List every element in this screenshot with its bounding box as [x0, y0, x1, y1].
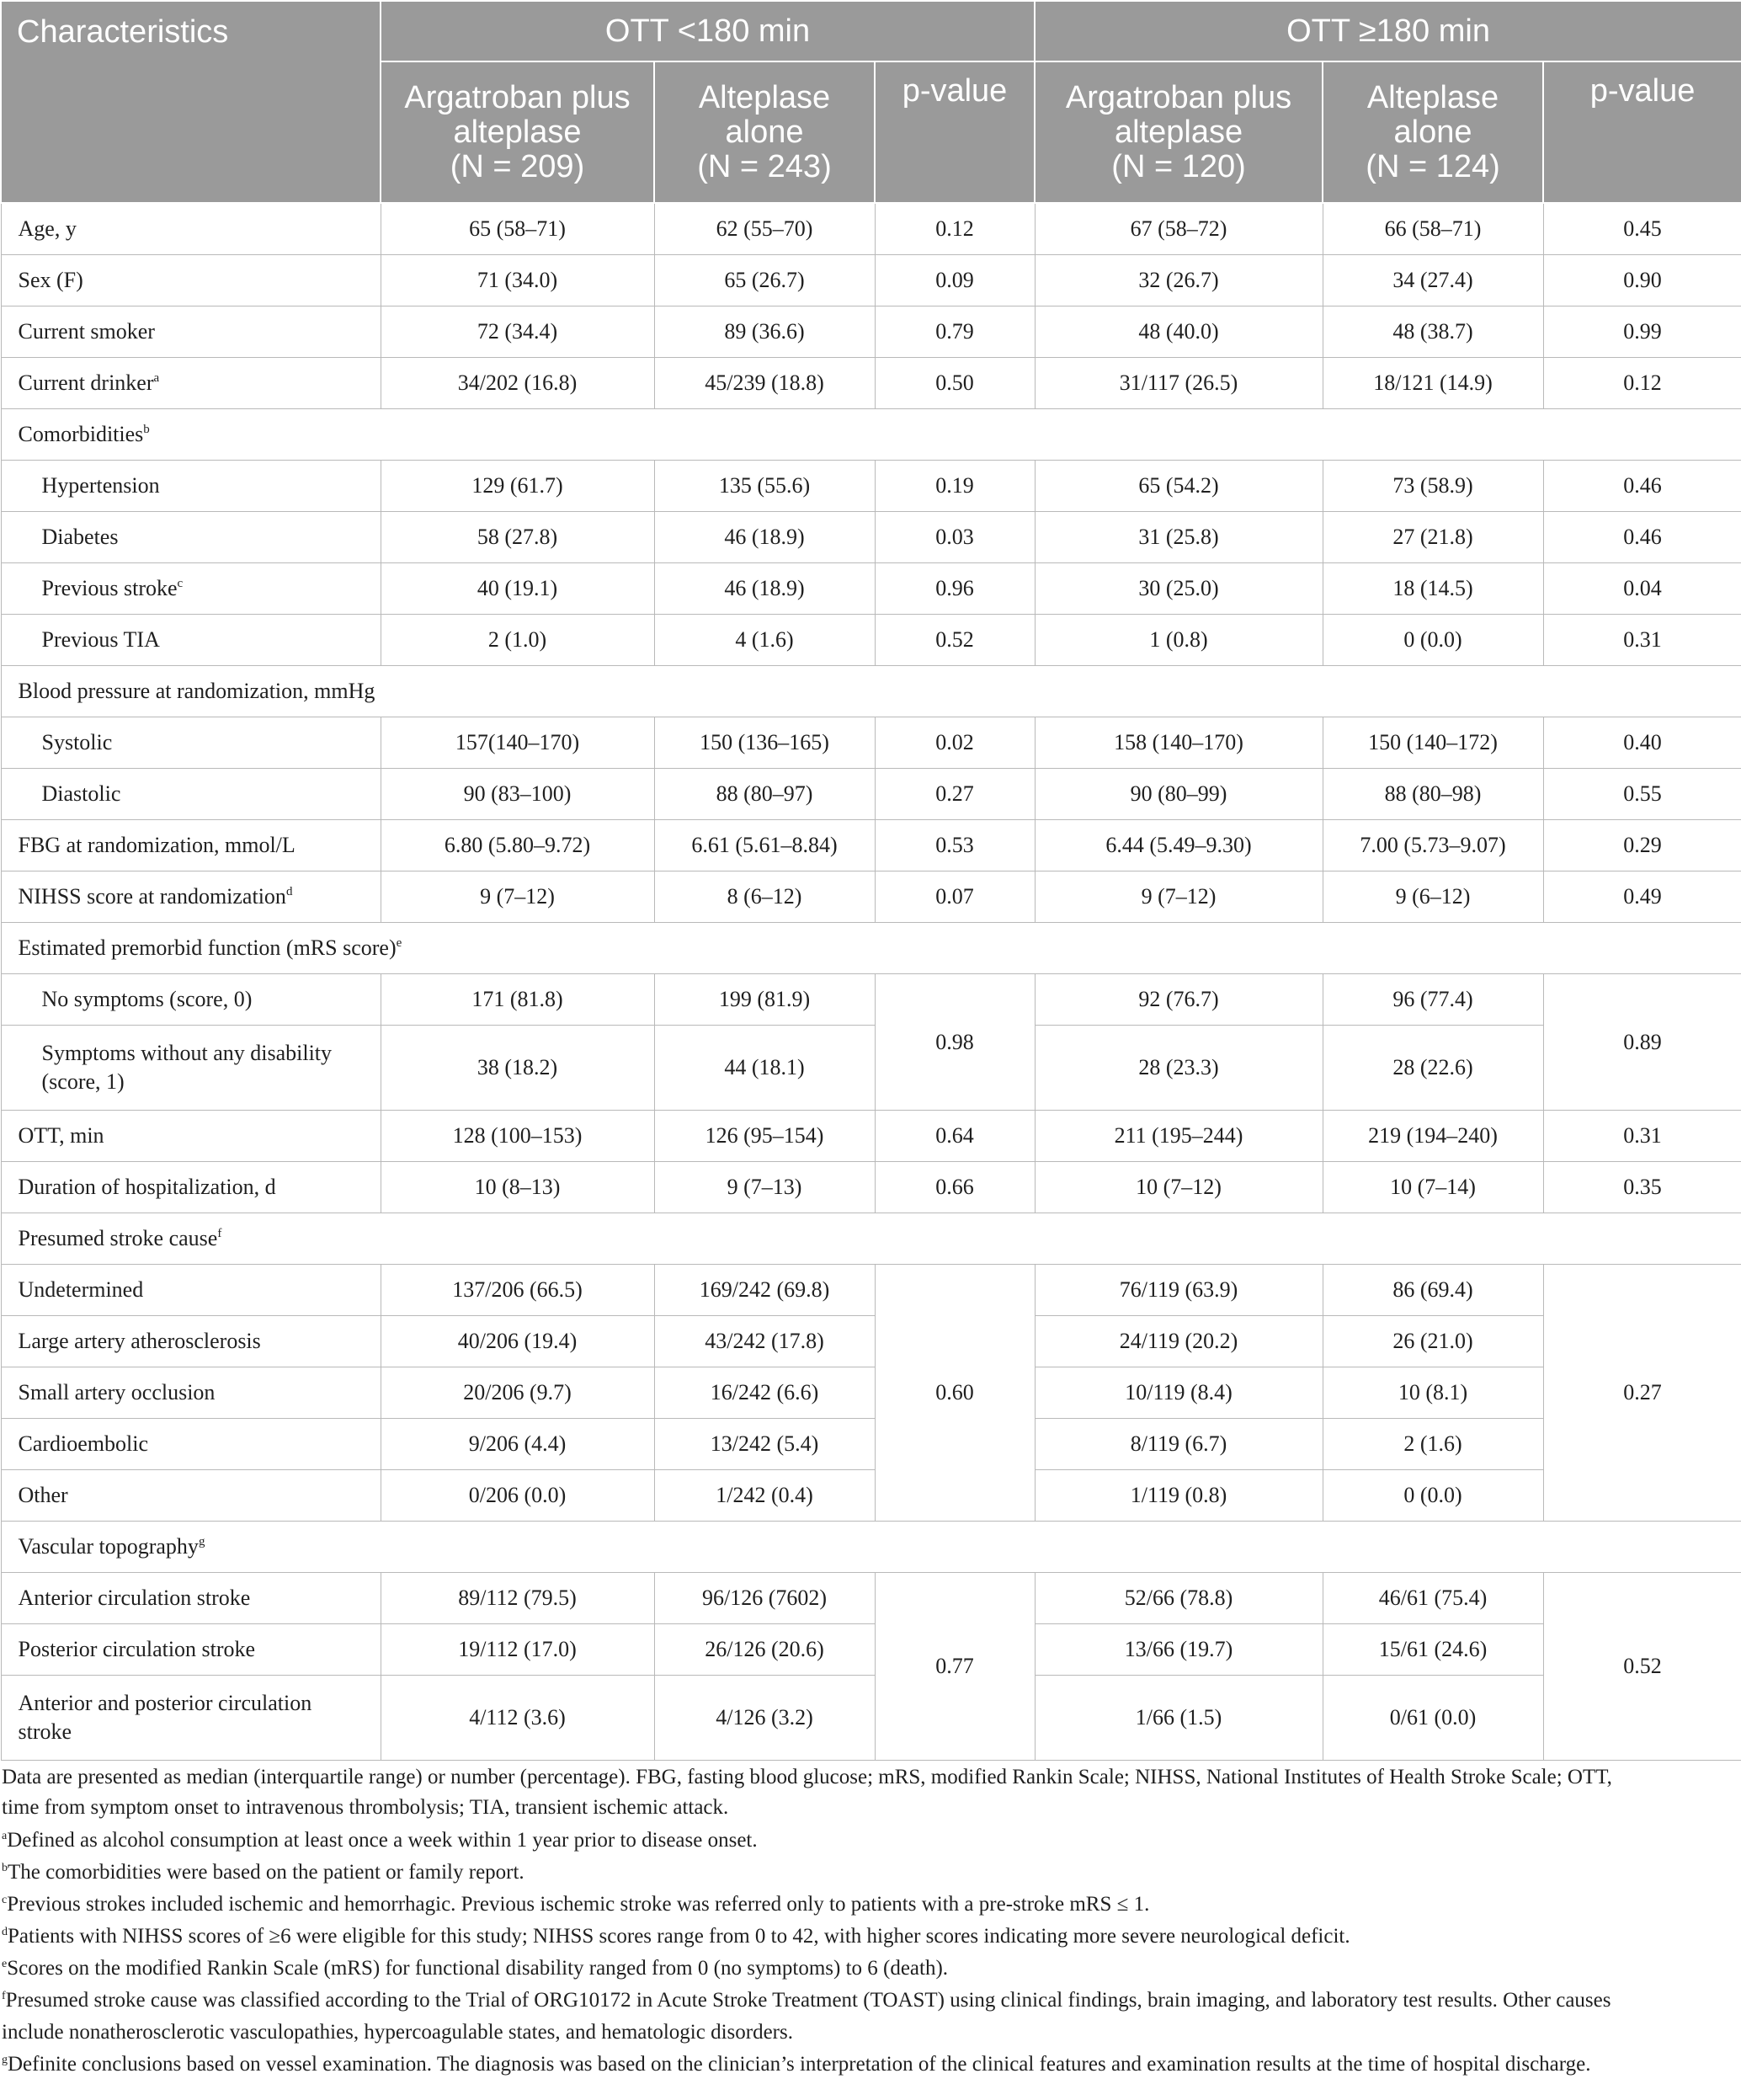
cell: 1/242 (0.4) — [654, 1470, 875, 1522]
cell: 46 (18.9) — [654, 512, 875, 563]
row-label: Age, y — [1, 203, 381, 255]
table-row — [1, 1162, 1741, 1213]
table-row — [1, 1316, 1741, 1367]
cell: 1/66 (1.5) — [1035, 1676, 1323, 1761]
cell: 10/119 (8.4) — [1035, 1367, 1323, 1419]
cell: 0.49 — [1543, 871, 1741, 923]
cell: 8/119 (6.7) — [1035, 1419, 1323, 1470]
row-label: NIHSS score at randomization$^d$ — [1, 871, 381, 923]
row-label: Posterior circulation stroke — [1, 1624, 381, 1676]
footnote-g: $^g$Definite conclusions based on vessel examination. The diagnosis was based on the clinician’s interpretation of the clinical features and examination results at the time of hospital discharge. — [2, 2053, 1591, 2076]
row-label: FBG at randomization, mmol/L — [1, 820, 381, 871]
row-label: Anterior circulation stroke — [1, 1573, 381, 1624]
table-row — [1, 203, 1741, 255]
cell: 9 (7–12) — [381, 871, 654, 923]
cell: 38 (18.2) — [381, 1026, 654, 1111]
table-row — [1, 1026, 1741, 1111]
table-footnotes — [0, 1762, 1734, 2081]
cell: 219 (194–240) — [1323, 1111, 1543, 1162]
cell: 46/61 (75.4) — [1323, 1573, 1543, 1624]
table-row — [1, 1265, 1741, 1316]
cell: 18 (14.5) — [1323, 563, 1543, 615]
cell: 0.53 — [875, 820, 1035, 871]
row-label: Current drinker$^a$ — [1, 358, 381, 409]
cell: 15/61 (24.6) — [1323, 1624, 1543, 1676]
row-label: Large artery atherosclerosis — [1, 1316, 381, 1367]
cell: 6.61 (5.61–8.84) — [654, 820, 875, 871]
cell-merged-pvalue: 0.89 — [1543, 974, 1741, 1111]
cell: 9 (7–13) — [654, 1162, 875, 1213]
cell: 0.40 — [1543, 717, 1741, 769]
cell: 0.12 — [875, 203, 1035, 255]
row-label: Current smoker — [1, 306, 381, 358]
cell: 0.19 — [875, 461, 1035, 512]
cell: 43/242 (17.8) — [654, 1316, 875, 1367]
cell: 0.55 — [1543, 769, 1741, 820]
cell: 26 (21.0) — [1323, 1316, 1543, 1367]
footnote-d: $^d$Patients with NIHSS scores of ≥6 were eligible for this study; NIHSS scores range from 0 to 42, with higher scores indicating more severe neurological deficit. — [2, 1925, 1350, 1948]
cell: 171 (81.8) — [381, 974, 654, 1026]
table-row — [1, 1573, 1741, 1624]
cell: 96 (77.4) — [1323, 974, 1543, 1026]
row-label: OTT, min — [1, 1111, 381, 1162]
table-row — [1, 820, 1741, 871]
cell: 2 (1.0) — [381, 615, 654, 666]
cell: 90 (83–100) — [381, 769, 654, 820]
table-row — [1, 563, 1741, 615]
cell: 27 (21.8) — [1323, 512, 1543, 563]
cell: 65 (26.7) — [654, 255, 875, 306]
section-label-premorbid-function: Estimated premorbid function (mRS score)$^e$ — [1, 923, 1741, 974]
cell: 6.80 (5.80–9.72) — [381, 820, 654, 871]
cell: 46 (18.9) — [654, 563, 875, 615]
cell: 19/112 (17.0) — [381, 1624, 654, 1676]
cell: 8 (6–12) — [654, 871, 875, 923]
cell: 0.07 — [875, 871, 1035, 923]
cell: 169/242 (69.8) — [654, 1265, 875, 1316]
cell: 1/119 (0.8) — [1035, 1470, 1323, 1522]
cell: 62 (55–70) — [654, 203, 875, 255]
group-header-ott-over-180: OTT ≥180 min — [1035, 1, 1741, 61]
section-row — [1, 1522, 1741, 1573]
cell: 1 (0.8) — [1035, 615, 1323, 666]
cell: 0.46 — [1543, 461, 1741, 512]
footnote-b: $^b$The comorbidities were based on the patient or family report. — [2, 1861, 524, 1884]
table-row — [1, 1111, 1741, 1162]
row-label: Previous stroke$^c$ — [1, 563, 381, 615]
header-row-groups — [1, 1, 1741, 61]
cell: 89 (36.6) — [654, 306, 875, 358]
cell-merged-pvalue: 0.52 — [1543, 1573, 1741, 1761]
cell: 92 (76.7) — [1035, 974, 1323, 1026]
cell: 24/119 (20.2) — [1035, 1316, 1323, 1367]
cell-merged-pvalue: 0.77 — [875, 1573, 1035, 1761]
table-row — [1, 461, 1741, 512]
row-label: Diabetes — [1, 512, 381, 563]
cell: 0.03 — [875, 512, 1035, 563]
table-row — [1, 306, 1741, 358]
cell: 67 (58–72) — [1035, 203, 1323, 255]
footnote-a: $^a$Defined as alcohol consumption at least once a week within 1 year prior to disease onset. — [2, 1829, 758, 1852]
cell: 9 (7–12) — [1035, 871, 1323, 923]
row-label: Undetermined — [1, 1265, 381, 1316]
col-header-alteplase-2: Alteplase alone (N = 124) — [1323, 61, 1543, 203]
cell: 150 (140–172) — [1323, 717, 1543, 769]
cell: 4/126 (3.2) — [654, 1676, 875, 1761]
group-header-ott-under-180: OTT <180 min — [381, 1, 1035, 61]
cell: 66 (58–71) — [1323, 203, 1543, 255]
section-row — [1, 923, 1741, 974]
cell: 28 (23.3) — [1035, 1026, 1323, 1111]
cell: 76/119 (63.9) — [1035, 1265, 1323, 1316]
cell: 65 (58–71) — [381, 203, 654, 255]
cell: 0.64 — [875, 1111, 1035, 1162]
cell: 0.27 — [875, 769, 1035, 820]
table-row — [1, 1624, 1741, 1676]
table-row — [1, 974, 1741, 1026]
footnote-c: $^c$Previous strokes included ischemic and hemorrhagic. Previous ischemic stroke was referred only to patients with a pre-stroke mRS ≤ 1. — [2, 1893, 1150, 1916]
row-label: Systolic — [1, 717, 381, 769]
table-row — [1, 255, 1741, 306]
cell: 0.46 — [1543, 512, 1741, 563]
table-row — [1, 871, 1741, 923]
table-row — [1, 769, 1741, 820]
cell: 0 (0.0) — [1323, 1470, 1543, 1522]
cell: 89/112 (79.5) — [381, 1573, 654, 1624]
characteristics-header: Characteristics — [1, 1, 381, 203]
cell: 0.79 — [875, 306, 1035, 358]
cell: 10 (7–14) — [1323, 1162, 1543, 1213]
cell: 0.29 — [1543, 820, 1741, 871]
cell: 40 (19.1) — [381, 563, 654, 615]
cell: 48 (38.7) — [1323, 306, 1543, 358]
cell: 0.02 — [875, 717, 1035, 769]
footnote-f: $^f$Presumed stroke cause was classified according to the Trial of ORG10172 in Acute Stroke Treatment (TOAST) using clinical findings, brain imaging, and laboratory test results. Other causes include nonatherosclerotic vasculopathies, hypercoagulable states, and hematologic disorders. — [2, 1989, 1611, 2044]
cell: 31/117 (26.5) — [1035, 358, 1323, 409]
cell: 4 (1.6) — [654, 615, 875, 666]
cell: 73 (58.9) — [1323, 461, 1543, 512]
cell: 0.52 — [875, 615, 1035, 666]
section-row — [1, 409, 1741, 461]
col-header-argatroban-2: Argatroban plus alteplase (N = 120) — [1035, 61, 1323, 203]
cell: 86 (69.4) — [1323, 1265, 1543, 1316]
cell: 34/202 (16.8) — [381, 358, 654, 409]
cell: 52/66 (78.8) — [1035, 1573, 1323, 1624]
row-label: No symptoms (score, 0) — [1, 974, 381, 1026]
section-label-vascular-topography: Vascular topography$^g$ — [1, 1522, 1741, 1573]
cell-merged-pvalue: 0.98 — [875, 974, 1035, 1111]
row-label: Previous TIA — [1, 615, 381, 666]
row-label: Cardioembolic — [1, 1419, 381, 1470]
cell: 7.00 (5.73–9.07) — [1323, 820, 1543, 871]
cell: 137/206 (66.5) — [381, 1265, 654, 1316]
table-row — [1, 512, 1741, 563]
cell: 158 (140–170) — [1035, 717, 1323, 769]
table-row — [1, 615, 1741, 666]
cell: 44 (18.1) — [654, 1026, 875, 1111]
cell: 32 (26.7) — [1035, 255, 1323, 306]
cell-merged-pvalue: 0.60 — [875, 1265, 1035, 1522]
cell: 2 (1.6) — [1323, 1419, 1543, 1470]
col-header-alteplase-1: Alteplase alone (N = 243) — [654, 61, 875, 203]
cell: 0.31 — [1543, 1111, 1741, 1162]
section-row — [1, 1213, 1741, 1265]
cell: 10 (7–12) — [1035, 1162, 1323, 1213]
cell: 9/206 (4.4) — [381, 1419, 654, 1470]
cell: 0.50 — [875, 358, 1035, 409]
table-row — [1, 1419, 1741, 1470]
row-label: Duration of hospitalization, d — [1, 1162, 381, 1213]
row-label: Diastolic — [1, 769, 381, 820]
cell: 31 (25.8) — [1035, 512, 1323, 563]
cell: 0 (0.0) — [1323, 615, 1543, 666]
section-label-comorbidities: Comorbidities$^b$ — [1, 409, 1741, 461]
cell: 211 (195–244) — [1035, 1111, 1323, 1162]
cell: 0.99 — [1543, 306, 1741, 358]
col-header-pvalue-1: p-value — [875, 61, 1035, 203]
cell: 0.96 — [875, 563, 1035, 615]
cell: 9 (6–12) — [1323, 871, 1543, 923]
cell: 128 (100–153) — [381, 1111, 654, 1162]
section-label-stroke-cause: Presumed stroke cause$^f$ — [1, 1213, 1741, 1265]
cell: 0.35 — [1543, 1162, 1741, 1213]
cell: 88 (80–98) — [1323, 769, 1543, 820]
cell: 13/66 (19.7) — [1035, 1624, 1323, 1676]
cell: 18/121 (14.9) — [1323, 358, 1543, 409]
cell: 72 (34.4) — [381, 306, 654, 358]
cell: 126 (95–154) — [654, 1111, 875, 1162]
col-header-argatroban-1: Argatroban plus alteplase (N = 209) — [381, 61, 654, 203]
cell: 90 (80–99) — [1035, 769, 1323, 820]
cell: 71 (34.0) — [381, 255, 654, 306]
footnote-e: $^e$Scores on the modified Rankin Scale (mRS) for functional disability ranged from 0 (no symptoms) to 6 (death). — [2, 1957, 949, 1980]
cell: 0.90 — [1543, 255, 1741, 306]
cell: 48 (40.0) — [1035, 306, 1323, 358]
col-header-pvalue-2: p-value — [1543, 61, 1741, 203]
table-row — [1, 717, 1741, 769]
row-label: Sex (F) — [1, 255, 381, 306]
cell: 6.44 (5.49–9.30) — [1035, 820, 1323, 871]
cell: 40/206 (19.4) — [381, 1316, 654, 1367]
cell: 13/242 (5.4) — [654, 1419, 875, 1470]
cell: 0/61 (0.0) — [1323, 1676, 1543, 1761]
cell: 28 (22.6) — [1323, 1026, 1543, 1111]
table-row — [1, 358, 1741, 409]
cell: 0.04 — [1543, 563, 1741, 615]
cell: 58 (27.8) — [381, 512, 654, 563]
cell: 10 (8.1) — [1323, 1367, 1543, 1419]
table-row — [1, 1470, 1741, 1522]
row-label: Anterior and posterior circulation stroke — [1, 1676, 381, 1761]
cell: 34 (27.4) — [1323, 255, 1543, 306]
row-label: Symptoms without any disability (score, 1) — [1, 1026, 381, 1111]
cell-merged-pvalue: 0.27 — [1543, 1265, 1741, 1522]
cell: 16/242 (6.6) — [654, 1367, 875, 1419]
cell: 0.66 — [875, 1162, 1035, 1213]
cell: 129 (61.7) — [381, 461, 654, 512]
cell: 0.09 — [875, 255, 1035, 306]
cell: 0.12 — [1543, 358, 1741, 409]
section-label-blood-pressure: Blood pressure at randomization, mmHg — [1, 666, 1741, 717]
cell: 135 (55.6) — [654, 461, 875, 512]
cell: 157(140–170) — [381, 717, 654, 769]
row-label: Small artery occlusion — [1, 1367, 381, 1419]
cell: 0.45 — [1543, 203, 1741, 255]
cell: 10 (8–13) — [381, 1162, 654, 1213]
cell: 150 (136–165) — [654, 717, 875, 769]
table-row — [1, 1367, 1741, 1419]
cell: 0/206 (0.0) — [381, 1470, 654, 1522]
row-label: Hypertension — [1, 461, 381, 512]
row-label: Other — [1, 1470, 381, 1522]
cell: 0.31 — [1543, 615, 1741, 666]
cell: 65 (54.2) — [1035, 461, 1323, 512]
cell: 96/126 (7602) — [654, 1573, 875, 1624]
cell: 88 (80–97) — [654, 769, 875, 820]
cell: 199 (81.9) — [654, 974, 875, 1026]
cell: 45/239 (18.8) — [654, 358, 875, 409]
footnote-main: Data are presented as median (interquartile range) or number (percentage). FBG, fasting blood glucose; mRS, modified Rankin Scale; NIHSS, National Institutes of Health Stroke Scale; OTT, time from symptom onset to intravenous thrombolysis; TIA, transient ischemic attack. — [2, 1766, 1612, 1819]
table-row — [1, 1676, 1741, 1761]
cell: 30 (25.0) — [1035, 563, 1323, 615]
cell: 26/126 (20.6) — [654, 1624, 875, 1676]
section-row — [1, 666, 1741, 717]
cell: 20/206 (9.7) — [381, 1367, 654, 1419]
cell: 4/112 (3.6) — [381, 1676, 654, 1761]
